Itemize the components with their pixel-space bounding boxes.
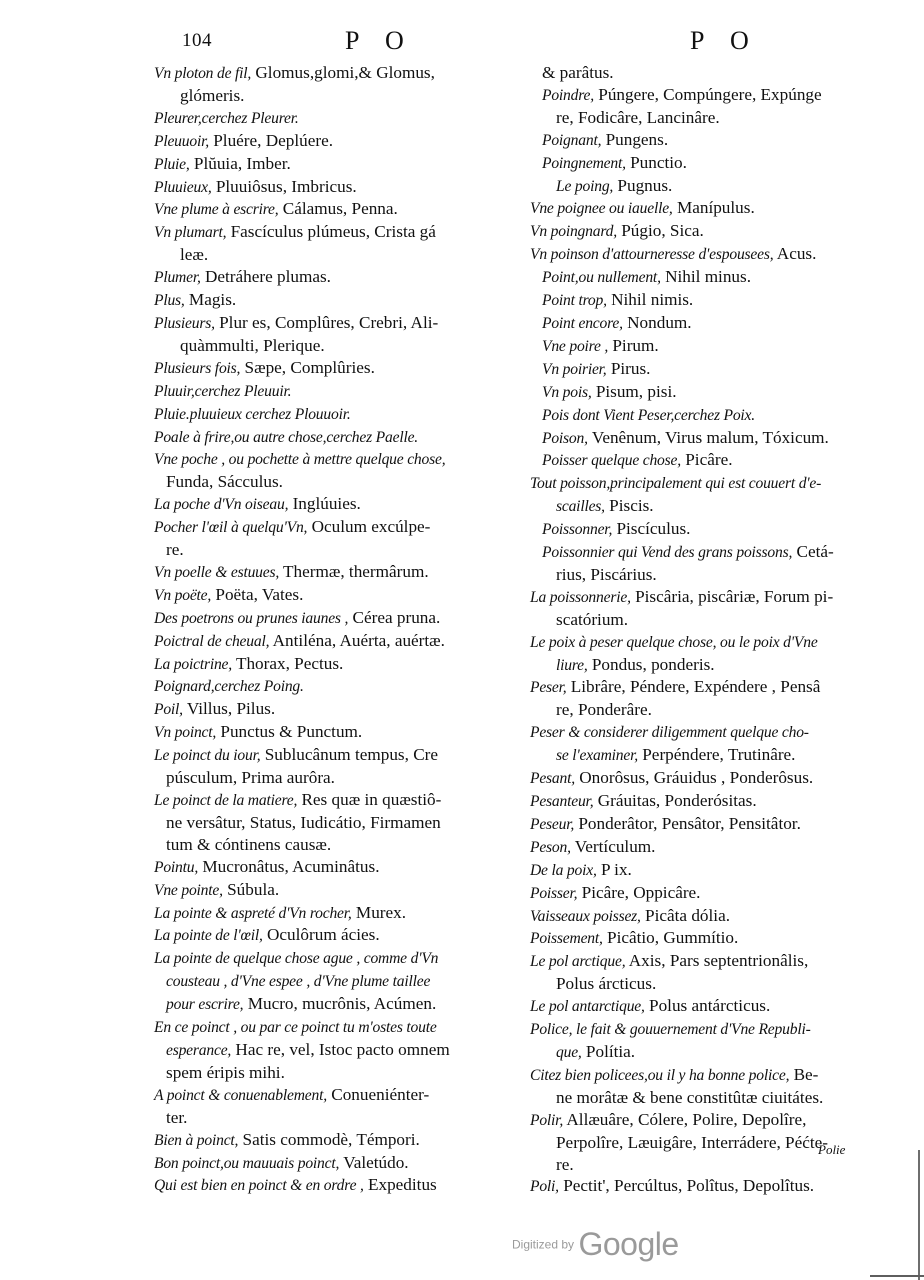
dictionary-line [154,62,526,85]
dictionary-line [154,380,526,403]
latin-gloss: Pugnus. [613,175,673,195]
latin-gloss: Glomus,glomi,& Glomus, [251,63,435,82]
dictionary-line [154,221,526,244]
latin-gloss: Piscâria, piscâriæ, Forum pi- [630,586,834,606]
dictionary-line [154,630,526,653]
french-headword: Pois dont Vient Peser,cerchez Poix. [542,406,755,424]
dictionary-line [154,924,526,947]
dictionary-line [530,243,880,266]
dictionary-line [530,358,880,381]
french-headword: En ce poinct , ou par ce poinct tu m'ostes toute [154,1019,437,1037]
dictionary-line [154,1062,526,1084]
dictionary-line [530,197,880,220]
dictionary-line [530,381,880,404]
latin-gloss: Punctus & Punctum. [216,722,363,742]
dictionary-line [530,449,880,472]
dictionary-line [154,403,526,426]
dictionary-line [530,175,880,198]
dictionary-line [154,789,526,812]
latin-gloss: Plŭuia, Imber. [189,153,291,173]
latin-gloss: Picâtio, Gummítio. [602,928,739,948]
dictionary-line [154,1174,526,1197]
dictionary-line [530,586,880,609]
latin-gloss: Funda, Sácculus. [166,472,283,492]
latin-gloss: ne morâtæ & bene constitûtæ ciuitátes. [556,1087,824,1107]
dictionary-line [530,1175,880,1198]
french-headword: Peser & considerer diligemment quelque cho- [530,724,809,742]
french-headword: Poil, [154,701,183,719]
french-headword: Police, le fait & gouuernement d'Vne Republi- [530,1021,811,1039]
latin-gloss: Punctio. [625,152,687,172]
running-head-right: P O [690,26,759,55]
latin-gloss: Picâta dólia. [640,905,731,925]
latin-gloss: Manípulus. [672,198,755,218]
dictionary-line [154,561,526,584]
latin-gloss: Púngere, Compúngere, Expúnge [593,84,822,104]
dictionary-line [530,676,880,699]
french-headword: Plusieurs fois, [154,359,241,377]
dictionary-line [530,541,880,564]
latin-gloss: Pluére, Deplúere. [208,130,334,150]
french-headword: Le poix à peser quelque chose, ou le poix d'Vne [530,633,818,651]
google-wordmark: Google [578,1226,679,1262]
french-headword: Peser, [530,679,567,697]
latin-gloss: Antiléna, Auérta, auértæ. [269,630,445,650]
dictionary-line [154,744,526,767]
dictionary-line [530,107,880,129]
dictionary-line [154,1084,526,1107]
dictionary-line [530,699,880,721]
latin-gloss: scatórium. [556,609,629,629]
dictionary-line [154,834,526,856]
dictionary-line [154,107,526,130]
latin-gloss: Detráhere plumas. [200,267,331,287]
dictionary-line [154,856,526,879]
latin-gloss: Res quæ in quæstiô- [297,790,442,809]
dictionary-line [530,609,880,631]
french-headword: Pleurer,cerchez Pleurer. [154,109,299,127]
dictionary-line [530,266,880,289]
dictionary-line [530,129,880,152]
page-number: 104 [182,30,212,51]
latin-gloss: Gráuitas, Ponderósitas. [593,791,757,810]
dictionary-line [530,220,880,243]
latin-gloss: Expeditus [363,1175,437,1195]
latin-gloss: Venênum, Virus malum, Tóxicum. [587,427,829,447]
latin-gloss: Mucronâtus, Acuminâtus. [198,856,380,876]
french-headword: Pocher l'œil à quelqu'Vn, [154,519,308,537]
dictionary-line [530,1064,880,1087]
latin-gloss: Pondus, ponderis. [587,654,715,674]
french-headword: Le pol arctique, [530,953,626,971]
latin-gloss: Axis, Pars septentrionâlis, [625,951,809,971]
page-edge-line-bottom [870,1275,924,1277]
french-headword: A poinct & conuenablement, [154,1086,327,1104]
latin-gloss: glómeris. [180,85,245,105]
french-headword: La pointe de l'œil, [154,927,263,945]
french-headword: Vn poirier, [542,360,607,378]
dictionary-line [154,85,526,107]
french-headword: Plus, [154,292,185,310]
dictionary-line [530,1087,880,1109]
french-headword: Vne poche , ou pochette à mettre quelque chose, [154,451,446,469]
dictionary-line [530,950,880,973]
french-headword: La poictrine, [154,655,232,673]
latin-gloss: tum & cóntinens causæ. [166,834,332,854]
french-headword: Pluuieux, [154,178,212,196]
french-headword: Polir, [530,1111,564,1129]
french-headword: Des poetrons ou prunes iaunes , [154,609,349,627]
french-headword: Le poing, [556,177,614,195]
dictionary-line [154,767,526,789]
french-headword: Poictral de cheual, [154,632,270,650]
french-headword: Bien à poinct, [154,1131,239,1149]
french-headword: Vn pois, [542,383,592,401]
french-headword: Pluuir,cerchez Pleuuir. [154,382,292,400]
french-headword: Vn poinson d'attourneresse d'espousees, [530,246,774,264]
dictionary-line [154,947,526,970]
latin-gloss: ter. [166,1107,188,1127]
latin-gloss: Thermæ, thermârum. [279,561,429,581]
dictionary-line [530,995,880,1018]
latin-gloss: Perpolîre, Læuigâre, Interrádere, Péćte- [556,1132,829,1152]
latin-gloss: Nihil minus. [660,267,752,287]
latin-gloss: Mucro, mucrônis, Acúmen. [243,994,437,1014]
dictionary-line [530,973,880,995]
latin-gloss: spem éripis mihi. [166,1062,285,1082]
french-headword: La poche d'Vn oiseau, [154,496,289,514]
french-headword: Vne plume à escrire, [154,201,279,219]
french-headword: Vn poelle & estuues, [154,563,280,581]
dictionary-line [530,495,880,518]
latin-gloss: Inglúuies. [288,494,361,514]
latin-gloss: Cetá- [792,542,834,562]
dictionary-line [154,312,526,335]
latin-gloss: ne versâtur, Status, Iudicátio, Firmamen [166,812,441,832]
dictionary-line [530,813,880,836]
dictionary-line [154,902,526,925]
french-headword: Poissement, [530,930,603,948]
latin-gloss: Polus árcticus. [556,974,657,994]
french-headword: La pointe de quelque chose ague , comme d'Vn [154,950,439,968]
dictionary-line [154,607,526,630]
french-headword: Point trop, [542,292,607,310]
french-headword: Bon poinct,ou mauuais poinct, [154,1154,340,1172]
dictionary-line [154,970,526,993]
latin-gloss: Sublucânum tempus, Cre [260,745,439,765]
dictionary-line [154,1107,526,1129]
latin-gloss: rius, Piscárius. [556,564,657,584]
latin-gloss: Onorôsus, Gráuidus , Ponderôsus. [574,768,814,788]
dictionary-line [530,882,880,905]
dictionary-line [530,312,880,335]
latin-gloss: leæ. [180,245,209,265]
dictionary-line [154,176,526,199]
dictionary-line [530,472,880,495]
latin-gloss: Thorax, Pectus. [231,653,344,673]
french-headword: Pesanteur, [530,793,594,810]
french-headword: Tout poisson,principalement qui est couuert d'e- [530,475,822,493]
dictionary-line [154,198,526,221]
french-headword: Poisser, [530,884,578,902]
french-headword: liure, [556,656,588,674]
dictionary-line [154,516,526,539]
dictionary-line [154,357,526,380]
latin-gloss: Pluuiôsus, Imbricus. [211,176,357,196]
french-headword: Vne poire , [542,337,609,355]
french-headword: Vaisseaux poissez, [530,907,641,925]
dictionary-line [530,790,880,813]
french-headword: Vn poingnard, [530,223,617,241]
dictionary-line [530,289,880,312]
latin-gloss: Murex. [351,902,407,922]
dictionary-line [154,675,526,698]
dictionary-line [154,993,526,1016]
french-headword: pour escrire, [166,996,244,1014]
french-headword: Vne pointe, [154,881,223,899]
dictionary-line [530,721,880,744]
french-headword: La pointe & aspreté d'Vn rocher, [154,904,352,922]
latin-gloss: & parâtus. [542,63,614,82]
dictionary-line [530,767,880,790]
french-headword: Le poinct de la matiere, [154,792,298,809]
french-headword: Poale à frire,ou autre chose,cerchez Paelle. [154,428,419,446]
french-headword: Poison, [542,429,588,447]
french-headword: que, [556,1043,582,1061]
running-head-left: P O [345,26,414,55]
latin-gloss: Picâre, Oppicâre. [577,882,701,902]
dictionary-line [154,1039,526,1062]
latin-gloss: Pirum. [608,335,659,355]
latin-gloss: Cérea pruna. [348,607,441,627]
dictionary-line [530,1018,880,1041]
french-headword: Poissonnier qui Vend des grans poissons, [542,544,793,562]
french-headword: scailles, [556,498,605,516]
dictionary-line [530,859,880,882]
french-headword: Poignard,cerchez Poing. [154,678,304,696]
latin-gloss: Súbula. [222,879,280,899]
dictionary-line [530,84,880,107]
dictionary-line [154,130,526,153]
french-headword: Poingnement, [542,154,626,172]
dictionary-line [154,289,526,312]
french-headword: Pluie, [154,155,190,173]
latin-gloss: Nondum. [622,312,692,332]
french-headword: Poisser quelque chose, [542,452,681,470]
left-column [154,62,526,1197]
latin-gloss: Allæuâre, Cólere, Polire, Depolîre, [563,1109,807,1129]
dictionary-line [154,539,526,561]
french-headword: La poissonnerie, [530,588,631,606]
french-headword: Peseur, [530,815,575,833]
latin-gloss: re, Ponderâre. [556,700,652,720]
latin-gloss: Magis. [184,290,237,310]
right-column [530,62,880,1198]
digitized-prefix: Digitized by [512,1237,575,1252]
dictionary-line [530,335,880,358]
french-headword: Qui est bien en poinct & en ordre , [154,1177,364,1195]
digitized-by-google-watermark [512,1226,679,1263]
dictionary-line [530,564,880,586]
french-headword: Plumer, [154,269,201,287]
french-headword: Poissonner, [542,521,613,539]
dictionary-line [530,744,880,767]
dictionary-line [530,836,880,859]
dictionary-line [154,153,526,176]
latin-gloss: Fascículus plúmeus, Crista gá [226,222,436,242]
french-headword: Vn ploton de fil, [154,65,252,82]
french-headword: Le poinct du iour, [154,747,261,765]
french-headword: Point encore, [542,314,623,332]
latin-gloss: Valetúdo. [339,1152,409,1172]
french-headword: esperance, [166,1041,232,1059]
french-headword: Poignant, [542,131,602,149]
french-headword: Vne poignee ou iauelle, [530,200,673,218]
french-headword: Vn plumart, [154,224,227,242]
dictionary-line [530,905,880,928]
dictionary-line [154,584,526,607]
latin-gloss: Poëta, Vates. [211,584,304,604]
latin-gloss: Picâre. [680,450,733,470]
dictionary-line [154,1152,526,1175]
dictionary-line [154,335,526,357]
french-headword: Point,ou nullement, [542,269,661,287]
latin-gloss: Sæpe, Complûries. [240,357,375,377]
french-headword: Pleuuoir, [154,132,209,150]
french-headword: Pointu, [154,858,199,876]
dictionary-line [154,1016,526,1039]
dictionary-line [530,1109,880,1132]
latin-gloss: Librâre, Péndere, Expéndere , Pensâ [566,677,821,697]
latin-gloss: Piscis. [604,496,654,516]
latin-gloss: Hac re, vel, Istoc pacto omnem [231,1039,450,1059]
latin-gloss: quàmmulti, Plerique. [180,335,325,355]
dictionary-line [530,62,880,84]
dictionary-line [530,152,880,175]
latin-gloss: Satis commodè, Témpori. [238,1129,420,1149]
latin-gloss: Polus antárcticus. [644,996,771,1016]
french-headword: cousteau , d'Vne espee , d'Vne plume taillee [166,973,431,991]
dictionary-line [530,518,880,541]
french-headword: Pluie.pluuieux cerchez Plouuoir. [154,405,351,423]
latin-gloss: Plur es, Complûres, Crebri, Ali- [214,312,439,332]
french-headword: Vn poinct, [154,724,217,742]
latin-gloss: Villus, Pilus. [182,699,276,719]
french-headword: Peson, [530,838,571,856]
latin-gloss: Pungens. [601,129,669,149]
dictionary-line [530,927,880,950]
dictionary-line [154,721,526,744]
latin-gloss: púsculum, Prima aurôra. [166,768,335,788]
french-headword: Le pol antarctique, [530,998,645,1016]
latin-gloss: Cálamus, Penna. [278,199,398,219]
dictionary-line [154,812,526,834]
dictionary-line [154,448,526,471]
dictionary-line [530,631,880,654]
dictionary-line [154,493,526,516]
latin-gloss: re, Fodicâre, Lancinâre. [556,107,720,127]
latin-gloss: Polítia. [581,1041,636,1061]
latin-gloss: Nihil nimis. [606,290,694,310]
french-headword: Vn poëte, [154,586,212,604]
latin-gloss: Piscículus. [612,519,691,539]
dictionary-line [154,1129,526,1152]
latin-gloss: Acus. [773,244,817,264]
dictionary-line [154,879,526,902]
latin-gloss: Perpéndere, Trutinâre. [637,745,796,765]
catchword: Polie [818,1142,846,1157]
dictionary-line [154,426,526,449]
french-headword: Poli, [530,1178,559,1196]
latin-gloss: Oculôrum ácies. [262,925,380,945]
latin-gloss: Vertículum. [570,836,656,856]
dictionary-line [154,266,526,289]
latin-gloss: Conueniénter- [326,1084,430,1104]
latin-gloss: Be- [789,1064,819,1084]
latin-gloss: Pisum, pisi. [591,381,677,401]
dictionary-line [154,698,526,721]
page-edge-line [918,1150,920,1280]
latin-gloss: Pectit', Percúltus, Polîtus, Depolîtus. [558,1176,815,1196]
dictionary-line [154,653,526,676]
french-headword: Pesant, [530,770,575,788]
french-headword: Poindre, [542,86,594,104]
dictionary-line [530,1041,880,1064]
latin-gloss: re. [166,540,184,560]
latin-gloss: Ponderâtor, Pensâtor, Pensitâtor. [574,813,801,833]
dictionary-line [154,471,526,493]
dictionary-line [530,404,880,427]
latin-gloss: Oculum excúlpe- [307,517,431,537]
latin-gloss: re. [556,1154,574,1174]
french-headword: De la poix, [530,861,597,879]
latin-gloss: Púgio, Sica. [616,221,704,241]
french-headword: Citez bien policees,ou il y ha bonne police, [530,1066,790,1084]
french-headword: se l'examiner, [556,747,638,765]
french-headword: Plusieurs, [154,314,215,332]
dictionary-line [530,654,880,677]
dictionary-line [154,244,526,266]
dictionary-line [530,427,880,450]
latin-gloss: Pirus. [606,358,651,378]
latin-gloss: P ix. [596,859,632,879]
